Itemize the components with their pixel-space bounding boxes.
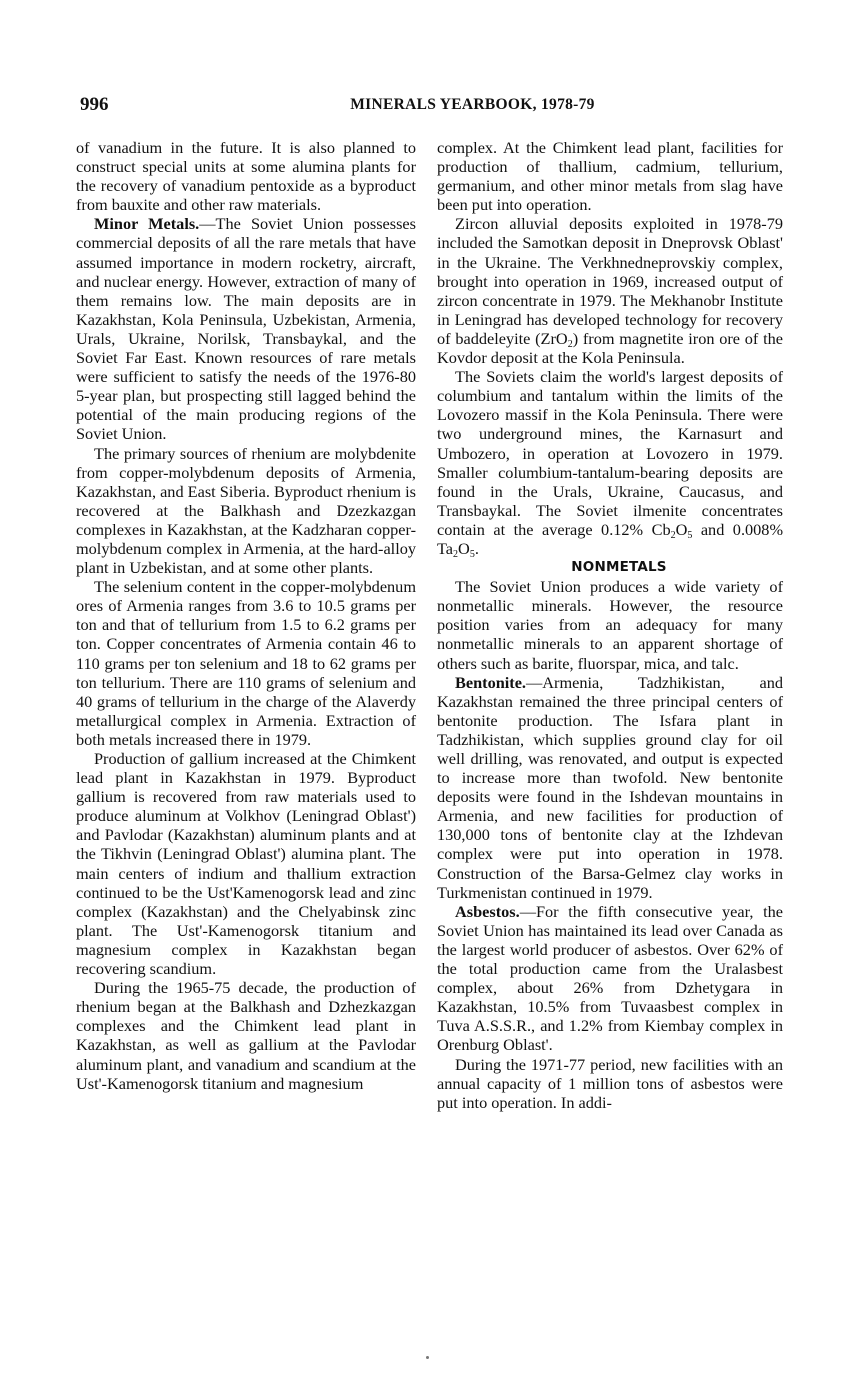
paragraph-text: Zircon alluvial deposits exploited in 1978-79 included the Samotkan deposit in Dneprovsk Oblast' in the Ukraine. The Verkhnedneprovskiy complex, brought into operation in 1969, increased output of zircon concentrate in 1979. The Mekhanobr Institute in Leningrad has developed technology for recovery of baddeleyite (ZrO	[437, 214, 783, 348]
subscript: 2	[567, 338, 573, 350]
run-in-heading: Bentonite.	[455, 672, 526, 692]
page-number: 996	[80, 94, 109, 115]
paragraph-text: —The Soviet Union possesses commercial deposits of all the rare metals that have assumed importance in modern rocketry, aircraft, and nuclear energy. However, extraction of many of them remains low. The main deposits are in Kazakhstan, Kola Peninsula, Uzbekistan, Armenia, Urals, Ukraine, Norilsk, Transbaykal, and the Soviet Far East. Known resources of rare metals were sufficient to satisfy the needs of the 1976-80 5-year plan, but prospecting still lagged behind the potential of the main producing regions of the Soviet Union.	[76, 214, 416, 444]
paragraph: The Soviet Union produces a wide variety of nonmetallic minerals. However, the resource position varies from an adequacy for many nonmetallic minerals to an apparent shortage of others such as barite, fluorspar, mica, and talc.	[437, 577, 783, 673]
formula-text: O	[675, 519, 688, 539]
section-heading: NONMETALS	[571, 559, 667, 576]
formula-text: O	[458, 538, 470, 558]
paragraph: The selenium content in the copper-molybdenum ores of Armenia ranges from 3.6 to 10.5 grams per ton and that of tellurium from 1.5 to 6.2 grams per ton. Copper concentrates of Armenia contain 46 to 110 grams per ton selenium and 18 to 62 grams per ton tellurium. There are 110 grams of selenium and 40 grams of tellurium in the charge of the Alaverdy metallurgical complex in Armenia. Extraction of both metals increased there in 1979.	[76, 577, 416, 749]
paragraph-text: The Soviets claim the world's largest deposits of columbium and tantalum within the limits of the Lovozero massif in the Kola Peninsula. There were two underground mines, the Karnasurt and Umbozero, in operation at Lovozero in 1979. Smaller columbium-tantalum-bearing deposits are found in the Urals, Ukraine, Caucasus, and Transbaykal. The Soviet ilmenite concentrates contain at the average 0.12% Cb	[437, 367, 783, 539]
paragraph-bentonite	[437, 673, 783, 902]
paragraph: Production of gallium increased at the Chimkent lead plant in Kazakhstan in 1979. Byproduct gallium is recovered from raw materials used to produce aluminum at Volkhov (Leningrad Oblast') and Pavlodar (Kazakhstan) aluminum plants and at the Tikhvin (Leningrad Oblast') alumina plant. The main centers of indium and thallium extraction continued to be the Ust'Kamenogorsk lead and zinc complex (Kazakhstan) and the Chelyabinsk zinc plant. The Ust'-Kamenogorsk titanium and magnesium complex in Kazakhstan began recovering scandium.	[76, 749, 416, 979]
paragraph-asbestos	[437, 902, 783, 1055]
paragraph-text: —Armenia, Tadzhikistan, and Kazakhstan remained the three principal centers of bentonite production. The Isfara plant in Tadzhikistan, which supplies ground clay for oil well drilling, was renovated, and output is expected to increase more than twofold. New bentonite deposits were found in the Ishdevan mountains in Armenia, and new facilities for production of 130,000 tons of bentonite clay at the Izhdevan complex were put into operation in 1978. Construction of the Barsa-Gelmez clay works in Turkmenistan continued in 1979.	[437, 672, 783, 902]
paragraph-zircon	[437, 214, 783, 367]
paragraph-text: and 0.008% Ta	[437, 519, 784, 558]
left-column	[76, 138, 416, 1093]
scan-speck	[426, 1356, 429, 1359]
paragraph: During the 1971-77 period, new facilities with an annual capacity of 1 million tons of asbestos were put into operation. In addi-	[437, 1054, 783, 1112]
paragraph-text: ) from magnetite iron ore of the Kovdor deposit at the Kola Peninsula.	[437, 328, 784, 368]
running-title: MINERALS YEARBOOK, 1978-79	[350, 96, 595, 113]
subscript: 5	[687, 529, 693, 541]
paragraph: The primary sources of rhenium are molybdenite from copper-molybdenum deposits of Armenia, Kazakhstan, and East Siberia. Byproduct rhenium is recovered at the Balkhash and Dzezkazgan complexes in Kazakhstan, at the Kadzharan copper-molybdenum complex in Armenia, at the hard-alloy plant in Uzbekistan, and at some other plants.	[76, 443, 417, 578]
paragraph-text: —For the fifth consecutive year, the Soviet Union has maintained its lead over Canada as the largest world producer of asbestos. Over 62% of the total production came from the Uralasbest complex, about 26% from Dzhetygara in Kazakhstan, 10.5% from Tuvaasbest complex in Tuva A.S.S.R., and 1.2% from Kiembay complex in Orenburg Oblast'.	[437, 901, 783, 1055]
subscript: 2	[670, 529, 676, 541]
subscript: 5	[469, 548, 475, 560]
paragraph: of vanadium in the future. It is also planned to construct special units at some alumina plants for the recovery of vanadium pentoxide as a byproduct from bauxite and other raw materials.	[76, 138, 416, 215]
paragraph: complex. At the Chimkent lead plant, facilities for production of thallium, cadmium, tellurium, germanium, and other minor metals from slag have been put into operation.	[437, 138, 783, 215]
run-in-heading: Asbestos.	[455, 901, 520, 921]
running-head	[80, 94, 785, 118]
paragraph-columbium	[437, 367, 783, 558]
subscript: 2	[453, 548, 459, 560]
paragraph-minor-metals	[76, 214, 416, 443]
run-in-heading: Minor Metals.	[94, 214, 200, 234]
paragraph: During the 1965-75 decade, the production of rhenium began at the Balkhash and Dzhezkazgan complexes and the Chimkent lead plant in Kazakhstan, as well as gallium at the Pavlodar aluminum plant, and vanadium and scandium at the Ust'-Kamenogorsk titanium and magnesium	[76, 978, 416, 1093]
right-column	[437, 138, 783, 1112]
paragraph-text: .	[474, 538, 479, 558]
